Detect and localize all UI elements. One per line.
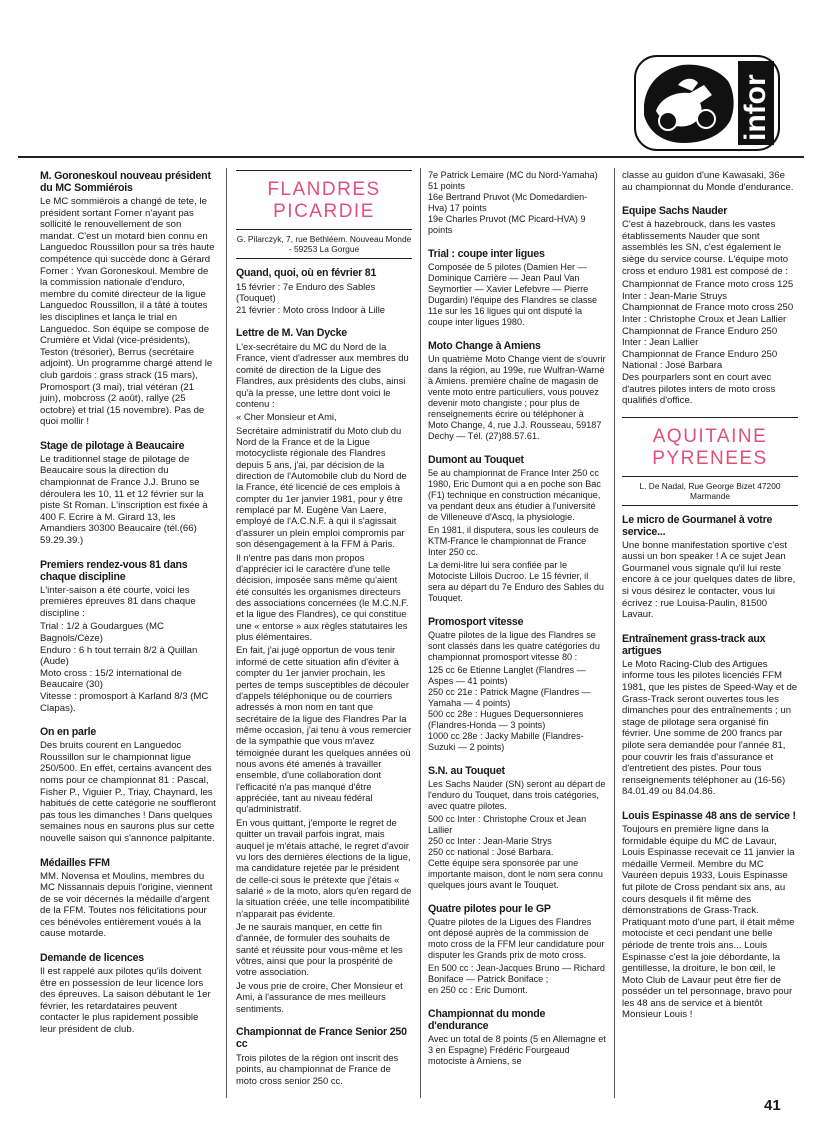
region-address: G. Pilarczyk, 7, rue Bethléem. Nouveau Monde - 59253 La Gorgue <box>236 229 412 254</box>
article-body: Toujours en première ligne dans la formidable équipe du MC de Lavaur, Louis Espinasse recevait ce 11 janvier la médaille Vermeil. Membre du MC Vauréen depuis 1933, Louis Espinasse fut pilote de Cross pendant six ans, au cours desquels il fit même des démonstrations de Grass-Track. Pratiquant moto d'une part, il était même motociste et ceci pendant une belle période de trente trois ans... Louis Espinasse c'est la joie débordante, la gentillesse, la droiture, le bon œil, le Moto Club de Lavaur peut être fier de posséder un tel personnage, bravo pour les 48 ans de service et à bientôt Monsieur Louis ! <box>622 823 795 1021</box>
article-body: Il n'entre pas dans mon propos d'apprécier ici le caractère d'une telle décision, imposée sans même qu'aient été consultés les organismes directeurs des associations concernées (le M.C.N.F. et la ligue des Flandres), ce qui constitue une « entorse » aux règles statutaires les plus élémentaires. <box>236 551 409 643</box>
infor-logo <box>634 55 780 151</box>
article-title: Quatre pilotes pour le GP <box>428 903 551 915</box>
article-line: Enduro : 6 h tout terrain 8/2 à Quillan (Aude) <box>40 644 198 668</box>
article-line: 7e Patrick Lemaire (MC du Nord-Yamaha) 51 points <box>428 170 598 191</box>
article-title: Stage de pilotage à Beaucaire <box>40 439 185 452</box>
article-body: L'ex-secrétaire du MC du Nord de la France, vient d'adresser aux membres du comité de direction de la Ligue des Flandres, aux présidents des clubs, ainsi qu'à la presse, une lettre dont voici le contenu : <box>236 341 409 409</box>
column-3 <box>428 170 606 1069</box>
article-body: « Cher Monsieur et Ami, <box>236 411 337 423</box>
column-4 <box>622 170 798 1023</box>
article-line: 21 février : Moto cross Indoor à Lille <box>236 303 386 315</box>
article-line: Championnat de France moto cross 125 Inter : Jean-Marie Struys <box>622 279 794 302</box>
article-line: Moto cross : 15/2 international de Beaucaire (30) <box>40 667 182 691</box>
column-divider <box>226 168 227 1098</box>
article-line: 250 cc Inter : Jean-Marie Strys <box>428 836 552 846</box>
column-1 <box>40 170 216 1038</box>
article-title: Promosport vitesse <box>428 616 524 628</box>
article-title: Championnat de France Senior 250 cc <box>236 1025 407 1050</box>
column-divider <box>614 168 615 1098</box>
article-body: En 1981, il disputera, sous les couleurs de KTM-France le championnat de France Inter 250 cc. <box>428 525 599 557</box>
article-line: Trial : 1/2 à Goudargues (MC Bagnols/Cèze) <box>40 621 164 644</box>
header-rule <box>18 156 804 158</box>
article-body: La demi-litre lui sera confiée par le Motociste Lillois Ducroo. Le 15 février, il sera au départ du 7e Enduro des Sables du Touquet. <box>428 560 604 603</box>
article-body: Trois pilotes de la région ont inscrit des points, au championnat de France de moto cross senior 250 cc. <box>236 1051 399 1086</box>
region-header <box>236 170 412 259</box>
article-line: 250 cc 21e : Patrick Magne (Flandres — Yamaha — 4 points) <box>428 687 591 708</box>
column-2 <box>236 170 412 1088</box>
article-body: Composée de 5 pilotes (Damien Her — Dominique Carrière — Jean Paul Van Seymortier — Xavier Lefebvre — Pierre Dugardin) l'équipe des Flandres se classe 11e sur les 16 ligues qui ont disputé la coupe inter ligues 1980. <box>428 262 598 327</box>
article-title: Entraînement grass-track aux artigues <box>622 632 766 657</box>
article-title: Demande de licences <box>40 952 144 965</box>
article-title: S.N. au Touquet <box>428 765 505 777</box>
article-body: Secrétaire administratif du Moto club du Nord de la France et de la Ligue motocycliste régionale des Flandres depuis 5 ans, j'ai, par décision de la direction de l'Automobile club du Nord de la France, été licencié de ces emplois à compter du 1er janvier 1981, pour y être remplacé par M. Eugène Van Laere, employé de l'A.C.N.F. à qui il s'agissait d'assurer un plein emploi compromis par son désengagement à la FFM à Paris. <box>236 424 407 550</box>
article-title: Le micro de Gourmanel à votre service... <box>622 513 773 538</box>
article-line: En 500 cc : Jean-Jacques Bruno — Richard Boniface — Patrick Boniface ; <box>428 963 605 984</box>
article-body: Un quatrième Moto Change vient de s'ouvrir dans la région, au 199e, rue Wulfran-Warné à Amiens. première chaîne de magasin de vente moto entre particuliers, vous pouvez devenir moto changiste ; pour plus de renseignements écrire ou téléphoner à Moto Change, 4, rue J.J. Rousseau, 59187 Dechy — Tél. (27)88.57.61. <box>428 354 606 441</box>
region-address: L. De Nadal, Rue George Bizet 47200 Marmande <box>622 476 798 501</box>
article-body: En vous quittant, j'emporte le regret de quitter un travail parfois ingrat, mais auquel je m'étais attaché, le regret d'avoir vu lors des dernières élections de la ligue, ma candidature rejetée par le président de celle-ci sous le prétexte que j'étais « salarié » de la moto, alors qu'en regard de la situation créée, une telle incompatibilité n'apparait pas évidente. <box>236 816 412 919</box>
article-body: Avec un total de 8 points (5 en Allemagne et 3 en Espagne) Frédéric Fourgeaud motociste à Amiens, se <box>428 1034 606 1066</box>
article-body: Une bonne manifestation sportive c'est aussi un bon speaker ! A ce sujet Jean Gourmanel vous signale qu'il lui reste encore à ce jour quelques dates de libre, si vous désirez le contacter, vous lui écrivez : rue Louisa-Paulin, 81500 Lavaur. <box>622 539 796 621</box>
article-body: Des pourparlers sont en court avec d'autres pilotes inters de moto cross qualifiés d'office. <box>622 371 776 407</box>
article-title: Louis Espinasse 48 ans de service ! <box>622 809 796 822</box>
region-header <box>622 417 798 506</box>
article-title: Dumont au Touquet <box>428 454 524 466</box>
article-line: Championnat de France moto cross 250 Inter : Christophe Croux et Jean Lallier <box>622 302 794 325</box>
region-title: FLANDRES PICARDIE <box>267 179 381 222</box>
article-body: Quatre pilotes de la ligue des Flandres se sont classés dans les quatre catégories du championnat promosport vitesse 80 : <box>428 630 600 662</box>
article-body: Le MC sommiérois a changé de tete, le président sortant Forner n'ayant pas sollicité le renouvellement de son mandat. C'est un motard bien connu en Languedoc Roussillon pour sa très haute compétence qui succède donc à Gérard Forner : Yvan Goroneskoul. Membre de la commission nationale d'enduro, membre du comité directeur de la ligue Languedoc Roussillon, il a tâté à toutes les disciplines et lança le trial en Languedoc. Son équipe se compose de Crumière et Vidal (vice-présidents), Teston (trésorier), Berrus (secrétaire adjoint). Un programme chargé attend le club gardois : grass strack (15 mars), Promosport (3 mai), trial vétéran (21 juin), mobcross (2 août), rallye (25 octobre) et trial (15 novembre). Pas de quoi mollir ! <box>40 196 215 428</box>
article-title: Médailles FFM <box>40 856 110 869</box>
article-body: En fait, j'ai jugé opportun de vous tenir informé de cette situation afin d'éviter à compter du 1er janvier prochain, les pertes de temps susceptibles de découler d'appels téléphonique ou de courriers adressés à mon nom en tant que secrétaire de la ligue des Flandres Par la même occasion, j'ai tenu à vous remercier de la sympathie que vous m'avez témoignée durant les quelques années où nous avons été amenés à travailler ensemble, d'une collaboration dont l'efficacité n'a pas manqué d'être appréciée, tant au niveau fédéral qu'administratif. <box>236 644 412 815</box>
article-body: Je ne saurais manquer, en cette fin d'année, de formuler des souhaits de santé et réussite pour vous-même et les vôtres, ainsi que pour la prospérité de votre association. <box>236 921 403 978</box>
article-body: Le traditionnel stage de pilotage de Beaucaire sous la direction du championnat de France J.J. Bruno se déroulera les 10, 11 et 12 février sur la piste St Roman. L'inscription est fixée à 400 F. Ecrire à M. Girard 13, les Amandiers 30300 Beaucaire (tél.(66) 59.29.39.) <box>40 453 208 547</box>
article-line: 500 cc 28e : Hugues Dequersonnieres (Flandres-Honda — 3 points) <box>428 709 584 730</box>
logo-text: infor <box>739 74 772 141</box>
article-line: Vitesse : promosport à Karland 8/3 (MC Clapas). <box>40 690 209 714</box>
page-number: 41 <box>764 1097 781 1114</box>
article-body: classe au guidon d'une Kawasaki, 36e au championnat du Monde d'endurance. <box>622 170 794 193</box>
region-title: AQUITAINE PYRENEES <box>652 425 768 469</box>
article-title: Moto Change à Amiens <box>428 340 541 352</box>
article-body: L'inter-saison a été courte, voici les premières épreuves 81 dans chaque discipline : <box>40 584 196 619</box>
article-body: 5e au championnat de France Inter 250 cc 1980, Eric Dumont qui a en poche son Bac (F1) technique en construction mécanique, va pendant deux ans étudier à l'université de Villeneuve d'Ascq, la physiologie. <box>428 468 601 522</box>
article-body: Des bruits courent en Languedoc Roussillon sur le championnat ligue 250/500. En effet, certains avancent des noms pour ce championnat 81 : Pascal, Fisher P., Viguier P., Triay, Chaynard, les habitués de cette catégorie ne souffleront pas tous les dimanches ! Dans quelques semaines nous en saurons plus sur cette nouvelle saison qui s'annonce palpitante. <box>40 740 216 844</box>
article-title: Championnat du monde d'endurance <box>428 1008 546 1032</box>
article-line: 500 cc Inter : Christophe Croux et Jean Lallier <box>428 814 587 835</box>
column-divider <box>420 168 421 1098</box>
article-title: M. Goroneskoul nouveau président du MC Sommiérois <box>40 170 211 194</box>
article-body: Le Moto Racing-Club des Artigues informe tous les pilotes licenciés FFM 1981, que les pistes de Speed-Way et de Grass-Track seront ouvertes tous les dimanches pour des entraînements ; un stage de pilotage sera organisé fin février. Une somme de 200 francs par pilote sera demandée pour l'année 81, pour couvrir les frais d'assurance et d'entretient des pistes. Pour tous renseignements téléphoner au (16-56) 84.01.49 ou 84.04.86. <box>622 658 798 798</box>
article-line: 16e Bertrand Pruvot (Mc Domedardien-Hva) 17 points <box>428 192 588 213</box>
article-title: Quand, quoi, où en février 81 <box>236 267 377 279</box>
article-line: 19e Charles Pruvot (MC Picard-HVA) 9 points <box>428 214 586 235</box>
article-line: Championnat de France Enduro 250 Inter : Jean Lallier <box>622 325 778 349</box>
article-body: C'est à hazebrouck, dans les vastes établissements Nauder que sont assemblés les SN, c'est également le siège du service course. L'équipe moto cross et enduro 1981 est composé de : <box>622 219 789 277</box>
article-title: Premiers rendez-vous 81 dans chaque discipline <box>40 558 188 583</box>
article-title: Equipe Sachs Nauder <box>622 205 728 218</box>
article-body: Les Sachs Nauder (SN) seront au départ de l'enduro du Touquet, dans trois catégories, avec quatre pilotes. <box>428 779 606 811</box>
article-body: Il est rappelé aux pilotes qu'ils doivent être en possession de leur licence lors des épreuves. La saison débutant le 1er février, les retardataires peuvent contacter le plus rapidement possible leur président de club. <box>40 966 211 1036</box>
article-line: 250 cc national : José Barbara. <box>428 847 554 857</box>
article-body: MM. Novensa et Moulins, membres du MC Nissannais depuis l'origine, viennent de se voir décernés la médaille d'argent de la FFM. Toutes nos félicitations pour ces bénévoles entièrement voués à la cause motarde. <box>40 870 213 940</box>
article-title: Trial : coupe inter ligues <box>428 248 545 260</box>
article-line: 125 cc 6e Etienne Langlet (Flandres — Aspes — 41 points) <box>428 665 586 686</box>
article-body: Cette équipe sera sponsorée par une importante maison, dont le nom sera connu quelques jours avant le Touquet. <box>428 858 603 890</box>
article-title: Lettre de M. Van Dycke <box>236 327 347 340</box>
article-title: On en parle <box>40 726 97 739</box>
article-line: Championnat de France Enduro 250 National : José Barbara <box>622 348 778 372</box>
article-line: 15 février : 7e Enduro des Sables (Touquet) <box>236 281 376 304</box>
article-body: Quatre pilotes de la Ligues des Flandres ont déposé auprès de la commission de moto cross de la FFM leur candidature pour disputer les Grands prix de moto cross. <box>428 917 605 960</box>
article-line: en 250 cc : Eric Dumont. <box>428 985 528 995</box>
article-body: Je vous prie de croire, Cher Monsieur et Ami, à l'assurance de mes meilleurs sentiments. <box>236 979 403 1014</box>
article-line: 1000 cc 28e : Jacky Mabille (Flandres-Suzuki — 2 points) <box>428 731 584 752</box>
